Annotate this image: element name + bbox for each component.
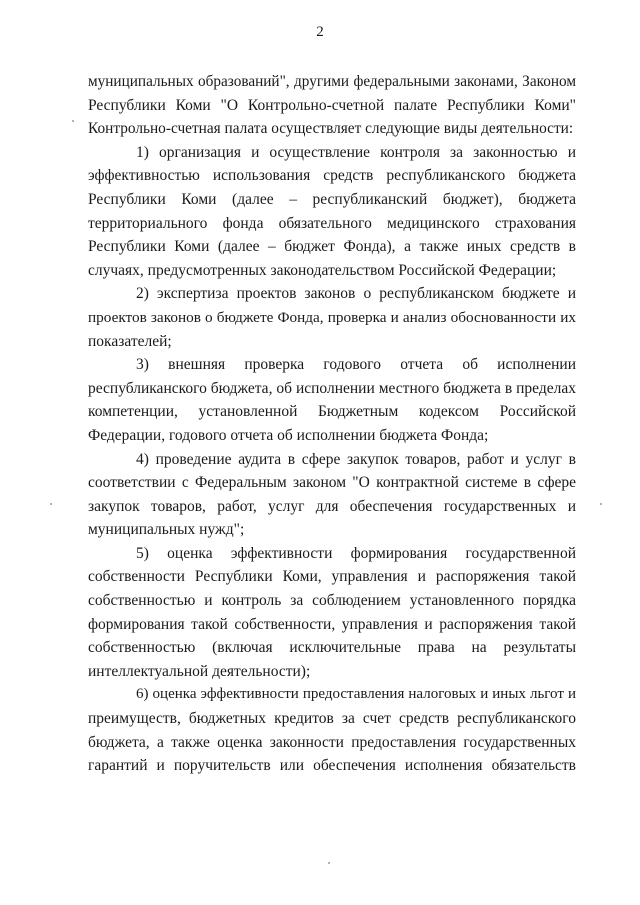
list-item-1-start: 1) организация и осуществление контроля за законностью и (136, 143, 576, 161)
text-line: формирования такой собственности, управления и распоряжения такой (88, 615, 576, 633)
list-item-6-start: 6) оценка эффективности предоставления налоговых и иных льгот и (136, 686, 576, 703)
text-line: случаях, предусмотренных законодательством Российской Федерации; (88, 261, 557, 279)
list-item-2-start: 2) экспертиза проектов законов о республиканском бюджете и (136, 285, 576, 303)
text-line: республиканского бюджета, об исполнении местного бюджета в пределах (88, 379, 576, 397)
list-item-4-start: 4) проведение аудита в сфере закупок товаров, работ и услуг в (136, 450, 576, 468)
list-item-3-start: 3) внешняя проверка годового отчета об исполнении (136, 356, 576, 374)
text-line: показателей; (88, 332, 172, 350)
text-line: Федерации, годового отчета об исполнении бюджета Фонда; (88, 426, 489, 444)
text-line: преимуществ, бюджетных кредитов за счет средств республиканского (88, 710, 576, 728)
text-line: соответствии с Федеральным законом "О контрактной системе в сфере (88, 474, 576, 492)
text-line: гарантий и поручительств или обеспечения исполнения обязательств (88, 757, 576, 775)
text-line: проектов законов о бюджете Фонда, проверка и анализ обоснованности их (88, 308, 576, 326)
text-line: Республики Коми (далее – бюджет Фонда), а также иных средств в (88, 238, 576, 256)
text-line: собственностью (включая исключительные права на результаты (88, 639, 576, 657)
text-line: закупок товаров, работ, услуг для обеспечения государственных и (88, 497, 576, 515)
document-body (88, 70, 576, 778)
text-line: Республики Коми (далее – республиканский бюджет), бюджета (88, 190, 576, 208)
text-line: Контрольно-счетная палата осуществляет следующие виды деятельности: (88, 120, 574, 138)
list-item-5-start: 5) оценка эффективности формирования государственной (136, 544, 576, 562)
scan-speck (72, 120, 74, 122)
text-line: компетенции, установленной Бюджетным кодексом Российской (88, 403, 576, 421)
scan-speck (50, 503, 52, 505)
text-line: эффективностью использования средств республиканского бюджета (88, 167, 576, 185)
text-line: Республики Коми "О Контрольно-счетной палате Республики Коми" (88, 96, 576, 114)
text-line: собственности Республики Коми, управления и распоряжения такой (88, 568, 576, 586)
page-number: 2 (316, 24, 324, 40)
text-line: муниципальных нужд"; (88, 521, 245, 539)
text-line: интеллектуальной деятельности); (88, 662, 311, 680)
scan-speck (600, 503, 602, 505)
text-line: территориального фонда обязательного медицинского страхования (88, 214, 576, 232)
text-line: бюджета, а также оценка законности предоставления государственных (88, 733, 576, 751)
scan-speck (328, 862, 330, 864)
text-line: собственностью и контроль за соблюдением установленного порядка (88, 592, 576, 610)
text-line: муниципальных образований", другими федеральными законами, Законом (88, 73, 576, 90)
